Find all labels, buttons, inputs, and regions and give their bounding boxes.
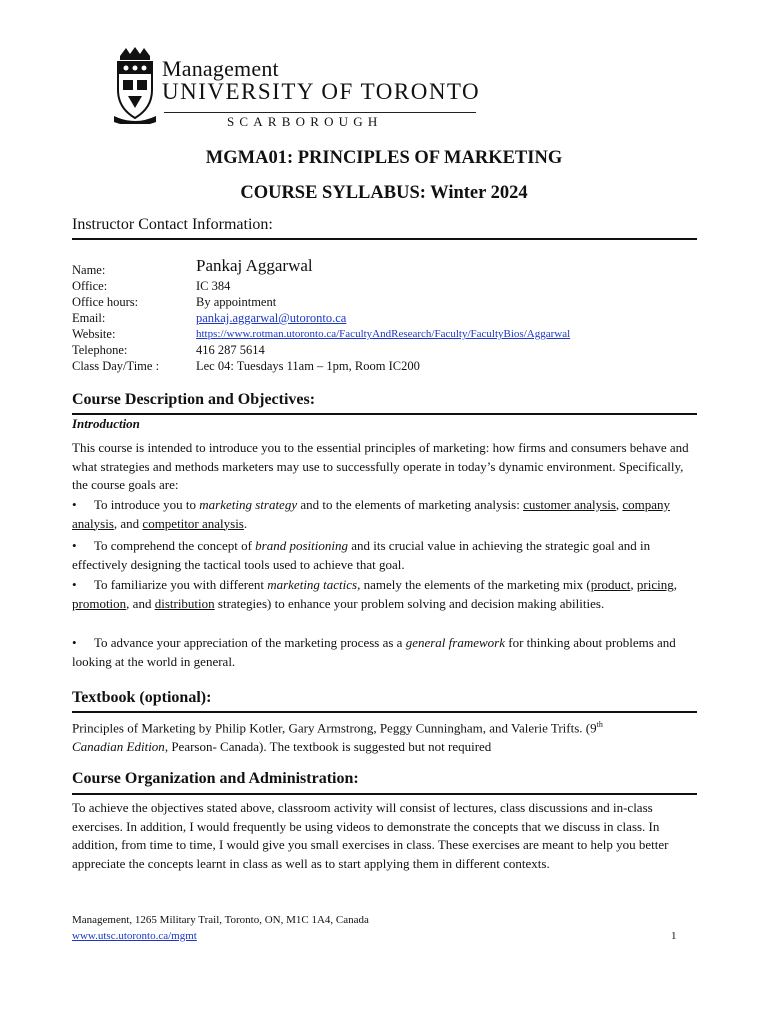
goal-bullet-4 bbox=[72, 634, 700, 671]
intro-paragraph bbox=[72, 439, 700, 495]
textbook-heading: Textbook (optional): bbox=[72, 689, 212, 706]
emphasis-text: marketing strategy bbox=[199, 497, 298, 512]
bullet-text: and to the elements of marketing analysis: bbox=[297, 497, 524, 512]
contact-label: Email: bbox=[72, 311, 106, 325]
bullet-symbol: • bbox=[72, 577, 77, 592]
email-link[interactable]: pankaj.aggarwal@utoronto.ca bbox=[196, 311, 347, 325]
edition-superscript: th bbox=[596, 720, 603, 729]
underlined-term: customer analysis bbox=[523, 497, 616, 512]
office-value: IC 384 bbox=[196, 279, 231, 293]
logo-divider bbox=[164, 112, 476, 113]
underlined-term: pricing bbox=[636, 577, 674, 592]
footer-website-link[interactable]: www.utsc.utoronto.ca/mgmt bbox=[72, 930, 197, 942]
website-link[interactable]: https://www.rotman.utoronto.ca/FacultyAndResearch/Faculty/FacultyBios/Aggarwal bbox=[196, 328, 571, 340]
contact-label: Class Day/Time : bbox=[72, 359, 160, 373]
instructor-rule bbox=[72, 238, 697, 240]
bullet-text: To advance your appreciation of the marketing process as a bbox=[94, 635, 406, 650]
intro-text: This course is intended to introduce you to the essential principles of marketing: how firms and consumers behave and what strategies and methods marketers may use to successfully operate in today’s dynamic environment. Specifically, the course goals are: bbox=[72, 440, 689, 493]
emphasis-text: marketing tactics bbox=[267, 577, 358, 592]
underlined-term: promotion bbox=[72, 595, 127, 611]
textbook-paragraph bbox=[72, 716, 700, 757]
organization-paragraph bbox=[72, 799, 700, 873]
contact-label: Telephone: bbox=[72, 343, 128, 357]
bullet-text: for thinking about problems and looking at the world in general. bbox=[72, 635, 676, 669]
course-description-heading: Course Description and Objectives: bbox=[72, 391, 316, 408]
bullet-symbol: • bbox=[72, 497, 77, 512]
contact-label: Office: bbox=[72, 279, 108, 293]
bullet-text: and its crucial value in achieving the strategic goal and in effectively designing the tactical tools used to achieve that goal. bbox=[72, 538, 651, 572]
syllabus-title: COURSE SYLLABUS: Winter 2024 bbox=[240, 183, 528, 203]
logo-management-text: Management bbox=[162, 56, 279, 81]
bullet-symbol: • bbox=[72, 538, 77, 553]
contact-label: Website: bbox=[72, 327, 116, 341]
bullet-text: , namely the elements of the marketing mix ( bbox=[357, 577, 591, 592]
organization-heading: Course Organization and Administration: bbox=[72, 770, 359, 787]
crest-icon bbox=[114, 46, 156, 124]
contact-label: Name: bbox=[72, 263, 106, 277]
underlined-term: competitor analysis bbox=[142, 515, 244, 531]
description-rule bbox=[72, 413, 697, 415]
contact-label: Office hours: bbox=[72, 295, 139, 309]
bullet-text: strategies) to enhance your problem solving and decision making abilities. bbox=[214, 595, 605, 611]
goal-bullet-3 bbox=[72, 576, 700, 613]
page-number: 1 bbox=[671, 930, 677, 942]
bullet-text: , and bbox=[126, 595, 155, 611]
textbook-text: , Pearson- Canada). The textbook is suggested but not required bbox=[164, 738, 492, 754]
footer-address: Management, 1265 Military Trail, Toronto, ON, M1C 1A4, Canada bbox=[72, 914, 369, 926]
bullet-text: To introduce you to bbox=[94, 497, 200, 512]
emphasis-text: brand positioning bbox=[255, 538, 348, 553]
bullet-text: . bbox=[243, 515, 248, 531]
emphasis-text: general framework bbox=[405, 635, 505, 650]
goal-bullet-1 bbox=[72, 496, 700, 533]
bullet-text: , bbox=[630, 577, 637, 592]
bullet-text: To comprehend the concept of bbox=[94, 538, 256, 553]
underlined-term: company analysis bbox=[72, 497, 671, 531]
telephone-value: 416 287 5614 bbox=[196, 343, 265, 357]
class-time-value: Lec 04: Tuesdays 11am – 1pm, Room IC200 bbox=[196, 359, 420, 373]
bullet-symbol: • bbox=[72, 635, 77, 650]
introduction-subheading: Introduction bbox=[72, 416, 140, 431]
university-logo bbox=[114, 44, 494, 130]
underlined-term: product bbox=[590, 577, 631, 592]
textbook-text: Principles of Marketing by Philip Kotler, Gary Armstrong, Peggy Cunningham, and Valerie Trifts. (9 bbox=[72, 720, 597, 736]
course-title: MGMA01: PRINCIPLES OF MARKETING bbox=[205, 148, 563, 168]
bullet-text: , and bbox=[113, 515, 143, 531]
office-hours-value: By appointment bbox=[196, 295, 277, 309]
logo-campus-text: SCARBOROUGH bbox=[227, 114, 383, 129]
organization-text: To achieve the objectives stated above, classroom activity will consist of lectures, class discussions and in-class exercises. In addition, I would frequently be using videos to demonstrate the concepts that we discuss in class. In addition, from time to time, I would give you small exercises in class. These exercises are meant to help you better appreciate the concepts learnt in class as well as to start applying them in different contexts. bbox=[72, 800, 669, 871]
organization-rule bbox=[72, 793, 697, 795]
bullet-text: , bbox=[615, 497, 623, 512]
edition-text: Canadian Edition bbox=[72, 738, 165, 754]
goal-bullet-2 bbox=[72, 537, 700, 574]
underlined-term: distribution bbox=[154, 595, 215, 611]
bullet-text: , bbox=[673, 577, 677, 592]
instructor-name: Pankaj Aggarwal bbox=[196, 256, 313, 275]
bullet-text: To familiarize you with different bbox=[94, 577, 268, 592]
instructor-heading: Instructor Contact Information: bbox=[72, 216, 273, 233]
textbook-rule bbox=[72, 711, 697, 713]
logo-university-text: UNIVERSITY OF TORONTO bbox=[162, 79, 481, 104]
